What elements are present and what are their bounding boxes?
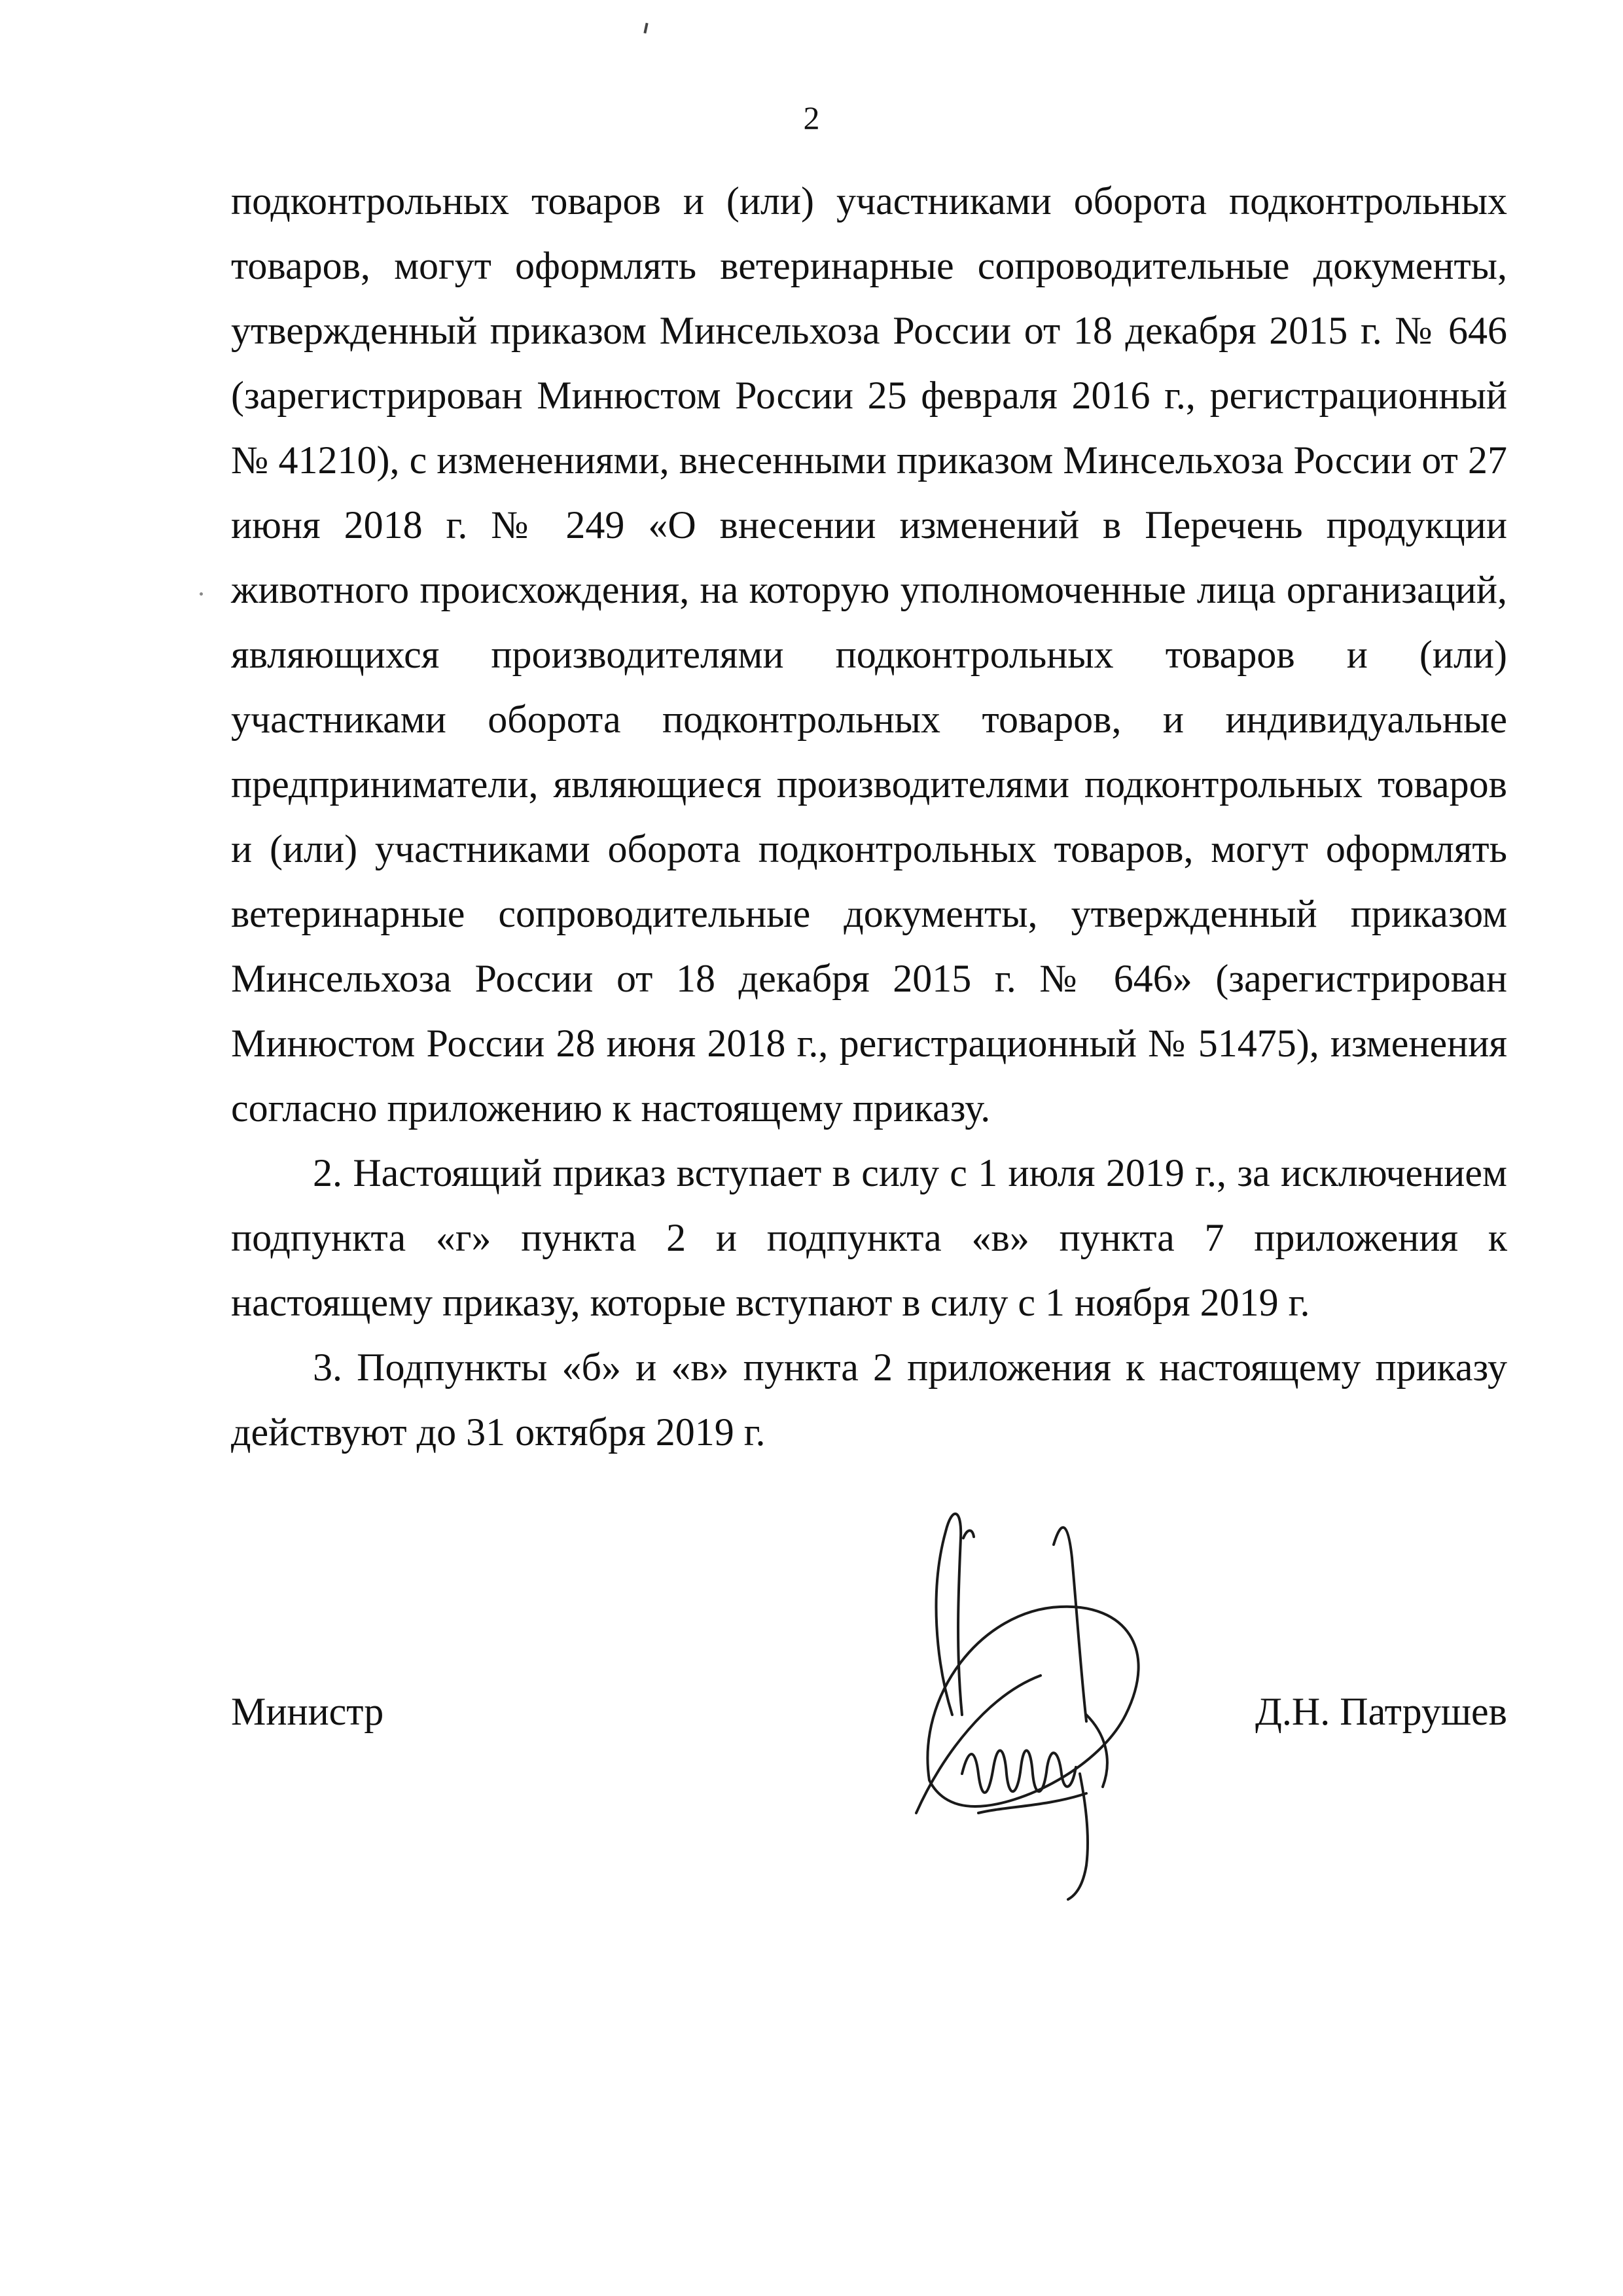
signature-block bbox=[231, 1682, 1507, 1741]
page-number: 2 bbox=[803, 99, 820, 136]
paragraph-continuation: подконтрольных товаров и (или) участниками оборота подконтрольных товаров, могут оформлять ветеринарные сопроводительные документы, утвержденный приказом Минсельхоза России от 18 декабря 2015 г. № 646 (зарегистрирован Минюстом России 25 февраля 2016 г., регистрационный № 41210), с изменениями, внесенными приказом Минсельхоза России от 27 июня 2018 г. № 249 «О внесении изменений в Перечень продукции животного происхождения, на которую уполномоченные лица организаций, являющихся производителями подконтрольных товаров и (или) участниками оборота подконтрольных товаров, и индивидуальные предприниматели, являющиеся производителями подконтрольных товаров и (или) участниками оборота подконтрольных товаров, могут оформлять ветеринарные сопроводительные документы, утвержденный приказом Минсельхоза России от 18 декабря 2015 г. № 646» (зарегистрирован Минюстом России 28 июня 2018 г., регистрационный № 51475), изменения согласно приложению к настоящему приказу. bbox=[231, 179, 1507, 1130]
scan-artifact bbox=[200, 592, 203, 596]
handwritten-signature bbox=[890, 1499, 1165, 1905]
paragraph-item-2: 2. Настоящий приказ вступает в силу с 1 июля 2019 г., за исключением подпункта «г» пункта 2 и подпункта «в» пункта 7 приложения к настоящему приказу, которые вступают в силу с 1 ноября 2019 г. bbox=[231, 1151, 1507, 1324]
signatory-position: Министр bbox=[231, 1690, 384, 1733]
scan-artifact bbox=[643, 23, 648, 33]
signatory-name: Д.Н. Патрушев bbox=[1255, 1690, 1507, 1733]
paragraph-item-3: 3. Подпункты «б» и «в» пункта 2 приложения к настоящему приказу действуют до 31 октября 2019 г. bbox=[231, 1346, 1507, 1454]
document-body bbox=[231, 169, 1507, 1465]
